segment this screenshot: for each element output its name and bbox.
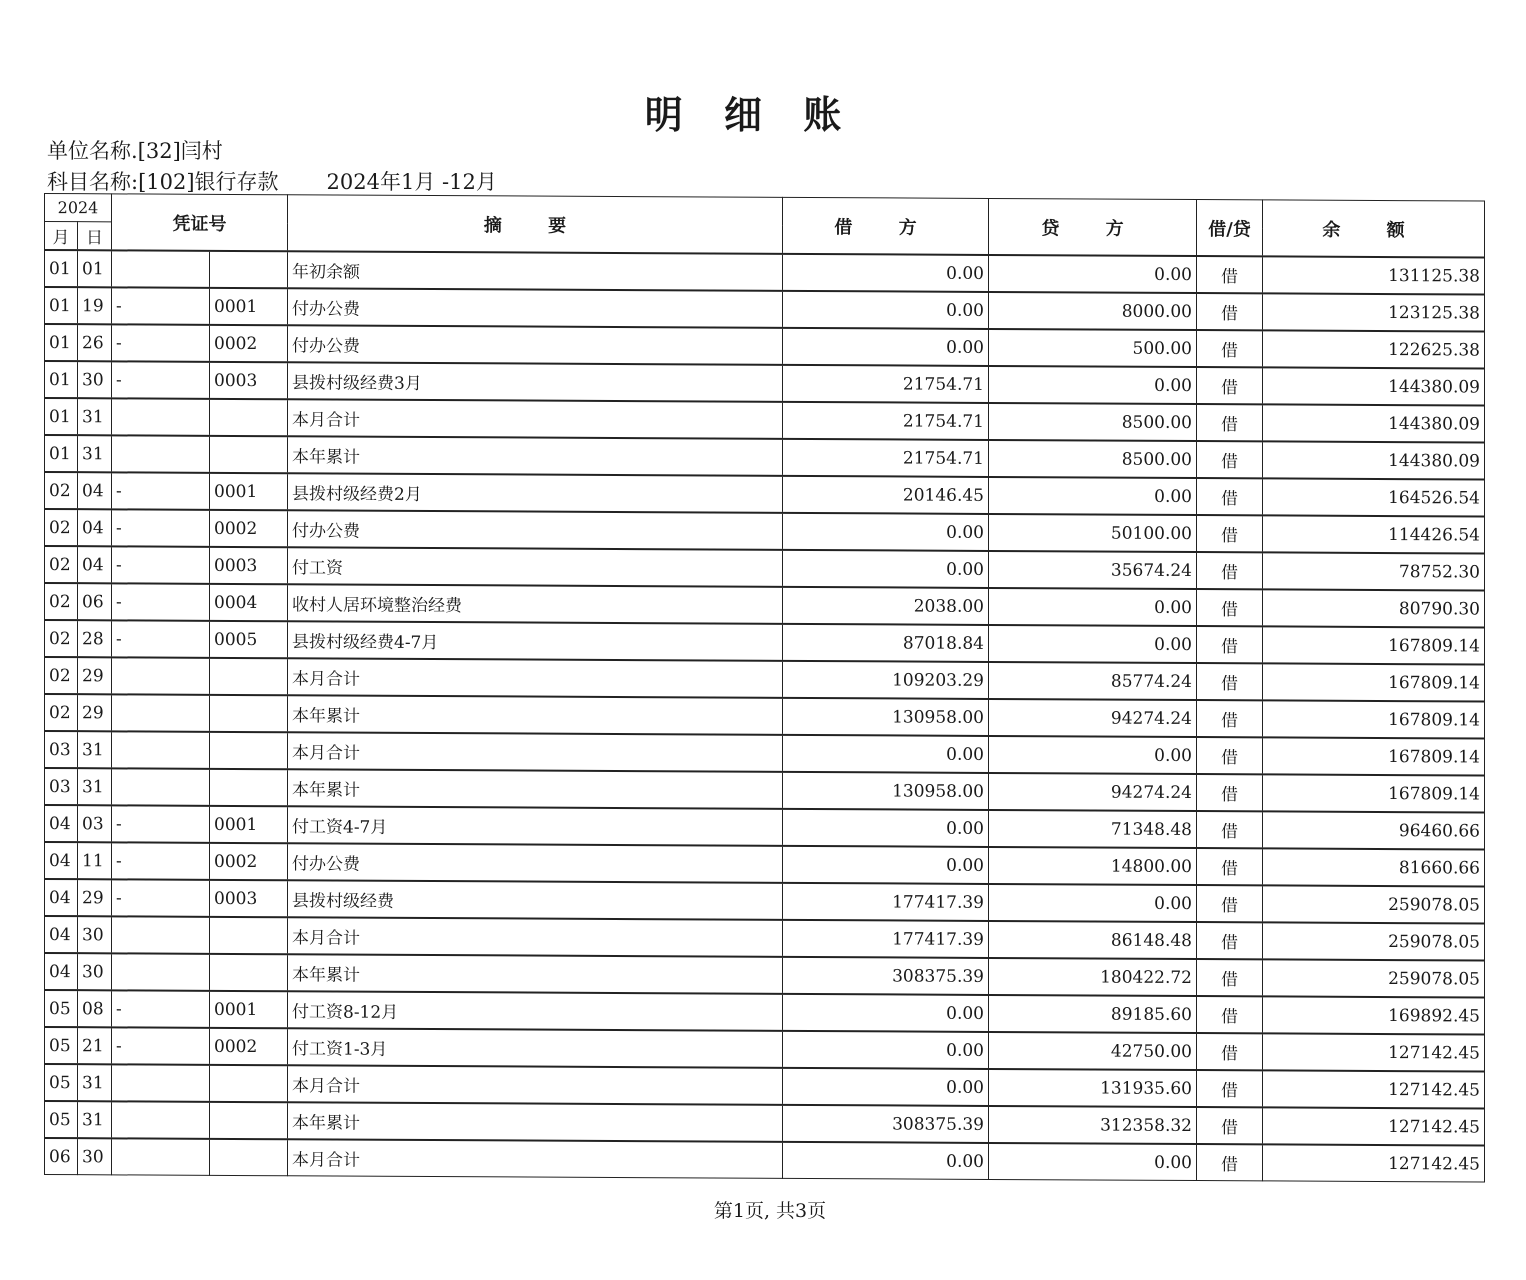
- balance-cell: 114426.54: [1263, 515, 1485, 553]
- subject-name: 科目名称:[102]银行存款: [47, 170, 279, 194]
- summary-cell: 付办公费: [288, 288, 783, 328]
- voucher-number-cell: 0002: [210, 843, 288, 880]
- voucher-number-cell: [210, 769, 288, 806]
- debit-cell: 0.00: [783, 735, 989, 773]
- voucher-type-cell: [112, 768, 210, 806]
- debit-cell: 130958.00: [783, 772, 989, 810]
- month-cell: 04: [45, 805, 78, 842]
- debit-cell: 0.00: [783, 809, 989, 847]
- ledger-table: [44, 193, 1485, 1183]
- direction-cell: 借: [1197, 589, 1263, 626]
- balance-cell: 80790.30: [1263, 589, 1485, 627]
- credit-cell: 8500.00: [989, 440, 1197, 478]
- debit-cell: 2038.00: [783, 587, 989, 625]
- day-cell: 29: [78, 694, 112, 731]
- month-cell: 05: [45, 1027, 78, 1064]
- month-cell: 03: [45, 731, 78, 768]
- direction-cell: 借: [1197, 552, 1263, 589]
- month-cell: 02: [45, 583, 78, 620]
- debit-cell: 0.00: [783, 550, 989, 588]
- month-cell: 02: [45, 620, 78, 657]
- summary-cell: 付办公费: [288, 325, 783, 365]
- balance-cell: 259078.05: [1263, 959, 1485, 997]
- month-cell: 02: [45, 694, 78, 731]
- day-cell: 04: [78, 509, 112, 546]
- debit-cell: 0.00: [783, 846, 989, 884]
- balance-cell: 167809.14: [1263, 663, 1485, 701]
- debit-cell: 177417.39: [783, 883, 989, 921]
- voucher-type-cell: [112, 694, 210, 732]
- balance-cell: 144380.09: [1263, 367, 1485, 405]
- voucher-number-cell: 0002: [210, 325, 288, 362]
- credit-cell: 0.00: [989, 1143, 1197, 1181]
- voucher-number-cell: [210, 695, 288, 732]
- ledger-body: [45, 250, 1485, 1182]
- credit-cell: 14800.00: [989, 847, 1197, 885]
- voucher-type-cell: -: [112, 472, 210, 510]
- summary-cell: 本月合计: [288, 1139, 783, 1178]
- direction-cell: 借: [1197, 626, 1263, 663]
- balance-cell: 144380.09: [1263, 441, 1485, 479]
- day-cell: 31: [78, 1064, 112, 1101]
- debit-cell: 130958.00: [783, 698, 989, 736]
- day-cell: 29: [78, 657, 112, 694]
- summary-cell: 付办公费: [288, 843, 783, 883]
- balance-cell: 169892.45: [1263, 996, 1485, 1034]
- credit-cell: 0.00: [989, 884, 1197, 922]
- voucher-type-cell: -: [112, 990, 210, 1028]
- voucher-type-cell: -: [112, 620, 210, 658]
- direction-cell: 借: [1197, 330, 1263, 367]
- day-cell: 31: [78, 398, 112, 435]
- debit-cell: 0.00: [783, 328, 989, 366]
- debit-cell: 0.00: [783, 513, 989, 551]
- debit-cell: 0.00: [783, 254, 989, 292]
- balance-cell: 164526.54: [1263, 478, 1485, 516]
- month-cell: 05: [45, 1064, 78, 1101]
- credit-cell: 180422.72: [989, 958, 1197, 996]
- voucher-type-cell: -: [112, 509, 210, 547]
- day-cell: 26: [78, 324, 112, 361]
- direction-cell: 借: [1197, 404, 1263, 441]
- month-cell: 04: [45, 916, 78, 953]
- month-cell: 03: [45, 768, 78, 805]
- debit-cell: 21754.71: [783, 439, 989, 477]
- credit-cell: 71348.48: [989, 810, 1197, 848]
- direction-cell: 借: [1197, 737, 1263, 774]
- balance-cell: 123125.38: [1263, 293, 1485, 331]
- header-day: 日: [78, 222, 112, 251]
- header-balance: 余 额: [1263, 200, 1485, 258]
- debit-cell: 0.00: [783, 291, 989, 329]
- summary-cell: 年初余额: [288, 251, 783, 291]
- summary-cell: 本月合计: [288, 399, 783, 439]
- voucher-type-cell: -: [112, 546, 210, 584]
- voucher-type-cell: -: [112, 287, 210, 325]
- header-summary: 摘 要: [288, 195, 783, 254]
- direction-cell: 借: [1197, 1144, 1263, 1181]
- day-cell: 03: [78, 805, 112, 842]
- voucher-number-cell: 0001: [210, 991, 288, 1028]
- voucher-type-cell: [112, 435, 210, 473]
- day-cell: 30: [78, 953, 112, 990]
- credit-cell: 8500.00: [989, 403, 1197, 441]
- debit-cell: 0.00: [783, 1142, 989, 1180]
- credit-cell: 86148.48: [989, 921, 1197, 959]
- balance-cell: 81660.66: [1263, 848, 1485, 886]
- day-cell: 01: [78, 250, 112, 287]
- balance-cell: 131125.38: [1263, 256, 1485, 294]
- voucher-number-cell: 0003: [210, 547, 288, 584]
- direction-cell: 借: [1197, 367, 1263, 404]
- debit-cell: 0.00: [783, 1068, 989, 1106]
- month-cell: 01: [45, 287, 78, 324]
- summary-cell: 收村人居环境整治经费: [288, 584, 783, 624]
- voucher-type-cell: -: [112, 361, 210, 399]
- page-footer: 第1页, 共3页: [713, 1200, 827, 1222]
- credit-cell: 8000.00: [989, 292, 1197, 330]
- debit-cell: 21754.71: [783, 365, 989, 403]
- voucher-number-cell: [210, 251, 288, 288]
- voucher-number-cell: [210, 399, 288, 436]
- voucher-number-cell: [210, 732, 288, 769]
- balance-cell: 78752.30: [1263, 552, 1485, 590]
- voucher-type-cell: [112, 657, 210, 695]
- day-cell: 31: [78, 1101, 112, 1138]
- day-cell: 31: [78, 435, 112, 472]
- balance-cell: 122625.38: [1263, 330, 1485, 368]
- header-row-1: [45, 194, 1485, 230]
- credit-cell: 0.00: [989, 736, 1197, 774]
- voucher-type-cell: [112, 916, 210, 954]
- voucher-type-cell: [112, 953, 210, 991]
- balance-cell: 127142.45: [1263, 1033, 1485, 1071]
- balance-cell: 167809.14: [1263, 737, 1485, 775]
- direction-cell: 借: [1197, 441, 1263, 478]
- header-month: 月: [45, 222, 78, 251]
- summary-cell: 县拨村级经费2月: [288, 473, 783, 513]
- month-cell: 04: [45, 879, 78, 916]
- direction-cell: 借: [1197, 663, 1263, 700]
- voucher-number-cell: [210, 1102, 288, 1139]
- month-cell: 04: [45, 953, 78, 990]
- credit-cell: 0.00: [989, 588, 1197, 626]
- voucher-number-cell: 0005: [210, 621, 288, 658]
- voucher-type-cell: -: [112, 1027, 210, 1065]
- credit-cell: 89185.60: [989, 995, 1197, 1033]
- summary-cell: 县拨村级经费4-7月: [288, 621, 783, 661]
- direction-cell: 借: [1197, 1107, 1263, 1144]
- day-cell: 08: [78, 990, 112, 1027]
- balance-cell: 167809.14: [1263, 626, 1485, 664]
- credit-cell: 312358.32: [989, 1106, 1197, 1144]
- summary-cell: 本年累计: [288, 436, 783, 476]
- debit-cell: 21754.71: [783, 402, 989, 440]
- day-cell: 29: [78, 879, 112, 916]
- summary-cell: 付办公费: [288, 510, 783, 550]
- direction-cell: 借: [1197, 478, 1263, 515]
- summary-cell: 本年累计: [288, 695, 783, 735]
- direction-cell: 借: [1197, 1070, 1263, 1107]
- header-year: 2024: [45, 194, 112, 222]
- direction-cell: 借: [1197, 885, 1263, 922]
- credit-cell: 35674.24: [989, 551, 1197, 589]
- month-cell: 02: [45, 472, 78, 509]
- voucher-number-cell: [210, 917, 288, 954]
- table-row: [45, 1138, 1485, 1182]
- month-cell: 06: [45, 1138, 78, 1175]
- voucher-number-cell: 0001: [210, 806, 288, 843]
- month-cell: 01: [45, 435, 78, 472]
- voucher-number-cell: 0003: [210, 362, 288, 399]
- month-cell: 02: [45, 657, 78, 694]
- page-title: 明 细 账: [644, 92, 856, 137]
- voucher-type-cell: -: [112, 879, 210, 917]
- direction-cell: 借: [1197, 922, 1263, 959]
- month-cell: 01: [45, 398, 78, 435]
- day-cell: 31: [78, 768, 112, 805]
- day-cell: 19: [78, 287, 112, 324]
- header-voucher: 凭证号: [112, 194, 288, 251]
- summary-cell: 付工资1-3月: [288, 1028, 783, 1068]
- voucher-number-cell: 0001: [210, 288, 288, 325]
- summary-cell: 本月合计: [288, 1065, 783, 1105]
- month-cell: 01: [45, 324, 78, 361]
- voucher-number-cell: 0004: [210, 584, 288, 621]
- day-cell: 30: [78, 361, 112, 398]
- credit-cell: 85774.24: [989, 662, 1197, 700]
- voucher-type-cell: -: [112, 805, 210, 843]
- debit-cell: 177417.39: [783, 920, 989, 958]
- unit-name: 单位名称.[32]闫村: [47, 139, 223, 163]
- voucher-type-cell: [112, 731, 210, 769]
- period: 2024年1月 -12月: [326, 170, 497, 194]
- voucher-type-cell: [112, 398, 210, 436]
- direction-cell: 借: [1197, 1033, 1263, 1070]
- credit-cell: 0.00: [989, 477, 1197, 515]
- day-cell: 06: [78, 583, 112, 620]
- credit-cell: 94274.24: [989, 773, 1197, 811]
- debit-cell: 308375.39: [783, 957, 989, 995]
- debit-cell: 20146.45: [783, 476, 989, 514]
- voucher-number-cell: 0002: [210, 1028, 288, 1065]
- day-cell: 11: [78, 842, 112, 879]
- day-cell: 04: [78, 546, 112, 583]
- voucher-number-cell: 0001: [210, 473, 288, 510]
- voucher-type-cell: [112, 1101, 210, 1139]
- voucher-type-cell: -: [112, 842, 210, 880]
- month-cell: 04: [45, 842, 78, 879]
- voucher-number-cell: 0003: [210, 880, 288, 917]
- debit-cell: 109203.29: [783, 661, 989, 699]
- day-cell: 30: [78, 1138, 112, 1175]
- credit-cell: 500.00: [989, 329, 1197, 367]
- voucher-number-cell: 0002: [210, 510, 288, 547]
- month-cell: 05: [45, 1101, 78, 1138]
- summary-cell: 本月合计: [288, 732, 783, 772]
- day-cell: 31: [78, 731, 112, 768]
- day-cell: 28: [78, 620, 112, 657]
- summary-cell: 付工资8-12月: [288, 991, 783, 1031]
- header-debit: 借 方: [783, 197, 989, 255]
- voucher-number-cell: [210, 436, 288, 473]
- voucher-number-cell: [210, 954, 288, 991]
- direction-cell: 借: [1197, 293, 1263, 330]
- header-credit: 贷 方: [989, 198, 1197, 256]
- summary-cell: 本月合计: [288, 917, 783, 957]
- direction-cell: 借: [1197, 811, 1263, 848]
- debit-cell: 87018.84: [783, 624, 989, 662]
- direction-cell: 借: [1197, 700, 1263, 737]
- balance-cell: 127142.45: [1263, 1070, 1485, 1108]
- voucher-type-cell: [112, 250, 210, 288]
- balance-cell: 144380.09: [1263, 404, 1485, 442]
- credit-cell: 50100.00: [989, 514, 1197, 552]
- direction-cell: 借: [1197, 959, 1263, 996]
- voucher-type-cell: [112, 1138, 210, 1175]
- summary-cell: 本年累计: [288, 1102, 783, 1142]
- month-cell: 05: [45, 990, 78, 1027]
- balance-cell: 167809.14: [1263, 774, 1485, 812]
- credit-cell: 94274.24: [989, 699, 1197, 737]
- month-cell: 02: [45, 509, 78, 546]
- voucher-number-cell: [210, 658, 288, 695]
- summary-cell: 本年累计: [288, 954, 783, 994]
- summary-cell: 付工资4-7月: [288, 806, 783, 846]
- balance-cell: 259078.05: [1263, 922, 1485, 960]
- voucher-number-cell: [210, 1065, 288, 1102]
- subject-line: [47, 166, 497, 196]
- balance-cell: 259078.05: [1263, 885, 1485, 923]
- voucher-type-cell: -: [112, 583, 210, 621]
- voucher-type-cell: [112, 1064, 210, 1102]
- direction-cell: 借: [1197, 515, 1263, 552]
- month-cell: 01: [45, 361, 78, 398]
- summary-cell: 县拨村级经费: [288, 880, 783, 920]
- direction-cell: 借: [1197, 996, 1263, 1033]
- voucher-number-cell: [210, 1139, 288, 1176]
- debit-cell: 308375.39: [783, 1105, 989, 1143]
- debit-cell: 0.00: [783, 1031, 989, 1069]
- summary-cell: 付工资: [288, 547, 783, 587]
- day-cell: 30: [78, 916, 112, 953]
- day-cell: 04: [78, 472, 112, 509]
- debit-cell: 0.00: [783, 994, 989, 1032]
- credit-cell: 131935.60: [989, 1069, 1197, 1107]
- summary-cell: 县拨村级经费3月: [288, 362, 783, 402]
- credit-cell: 0.00: [989, 366, 1197, 404]
- day-cell: 21: [78, 1027, 112, 1064]
- balance-cell: 127142.45: [1263, 1107, 1485, 1145]
- credit-cell: 42750.00: [989, 1032, 1197, 1070]
- summary-cell: 本月合计: [288, 658, 783, 698]
- direction-cell: 借: [1197, 848, 1263, 885]
- header-direction: 借/贷: [1197, 200, 1263, 257]
- balance-cell: 96460.66: [1263, 811, 1485, 849]
- summary-cell: 本年累计: [288, 769, 783, 809]
- month-cell: 01: [45, 250, 78, 287]
- month-cell: 02: [45, 546, 78, 583]
- balance-cell: 167809.14: [1263, 700, 1485, 738]
- balance-cell: 127142.45: [1263, 1144, 1485, 1182]
- credit-cell: 0.00: [989, 625, 1197, 663]
- voucher-type-cell: -: [112, 324, 210, 362]
- direction-cell: 借: [1197, 774, 1263, 811]
- credit-cell: 0.00: [989, 255, 1197, 293]
- direction-cell: 借: [1197, 256, 1263, 293]
